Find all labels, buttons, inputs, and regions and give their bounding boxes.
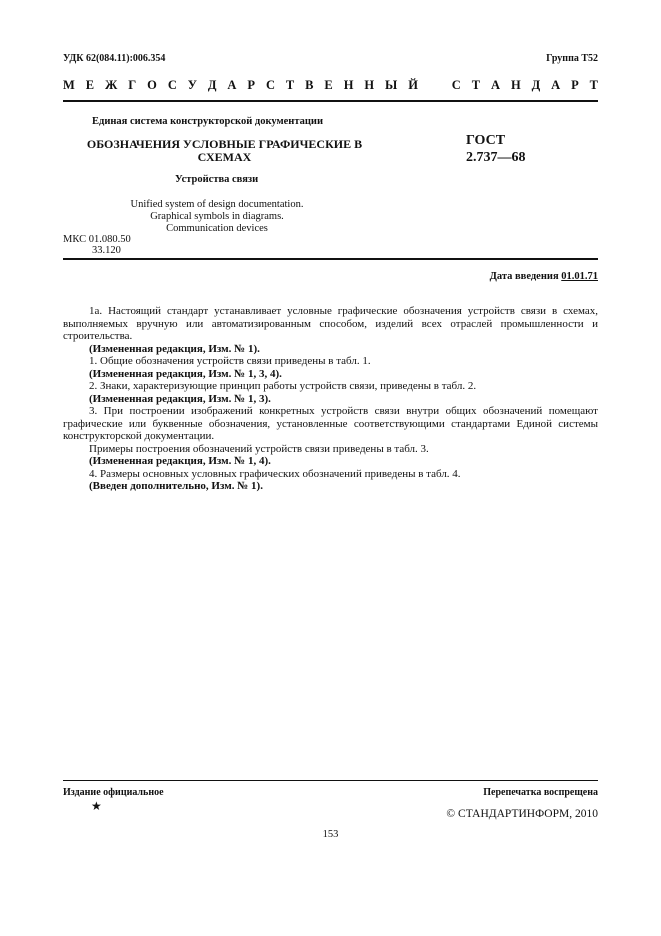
banner-letter: Т <box>589 78 598 92</box>
document-subtitle: Устройства связи <box>175 174 259 185</box>
body-paragraph: 3. При построении изображений конкретных устройств связи внутри общих обозначений помещают графические или буквенные обозначения, установленные соответствующими стандартами Единой системы конструкторской документации. <box>63 405 598 442</box>
english-line-2: Graphical symbols in diagrams. <box>150 211 284 222</box>
body-paragraph: 2. Знаки, характеризующие принцип работы устройств связи, приведены в табл. 2. <box>89 380 477 392</box>
banner-letter: Е <box>85 78 95 92</box>
edition-note: (Измененная редакция, Изм. № 1). <box>89 342 260 355</box>
banner-letter: С <box>167 78 177 92</box>
banner-letter: Д <box>531 78 541 92</box>
system-name: Единая система конструкторской документации <box>92 116 323 127</box>
mks-codes <box>63 234 131 256</box>
gost-designation <box>466 132 526 166</box>
banner-letter: Ы <box>385 78 398 92</box>
banner-letter: В <box>305 78 314 92</box>
banner-letter: Н <box>364 78 375 92</box>
gost-label: ГОСТ <box>466 133 506 148</box>
banner-letter: Н <box>510 78 521 92</box>
english-line-3: Communication devices <box>166 223 268 234</box>
page-number: 153 <box>322 829 339 840</box>
footer-rule <box>63 780 598 781</box>
udk-code: УДК 62(084.11):006.354 <box>63 53 166 64</box>
english-line-1: Unified system of design documentation. <box>130 199 304 210</box>
banner-letter: Й <box>408 78 418 92</box>
banner-letter: Е <box>324 78 333 92</box>
edition-note: (Измененная редакция, Изм. № 1, 3). <box>89 392 271 405</box>
body-paragraph: 1а. Настоящий стандарт устанавливает условные графические обозначения устройств связи в схемах, выполняемых вручную или автоматизированным способом, изделий всех отраслей промышленности и строительства. <box>63 305 598 342</box>
banner-letter: Т <box>285 78 295 92</box>
date-label: Дата введения <box>489 271 559 282</box>
star-icon: ★ <box>91 799 102 813</box>
banner-letter: Г <box>128 78 137 92</box>
copyright: © СТАНДАРТИНФОРМ, 2010 <box>446 808 598 820</box>
banner-letter: У <box>187 78 197 92</box>
banner-letter: А <box>227 78 237 92</box>
date-value: 01.01.71 <box>561 271 598 282</box>
body-paragraph: 1. Общие обозначения устройств связи приведены в табл. 1. <box>89 355 371 367</box>
group-code: Группа Т52 <box>546 53 598 64</box>
banner-letter: С <box>265 78 275 92</box>
introduction-date <box>490 271 598 282</box>
document-title <box>72 138 377 164</box>
title-rule <box>63 258 598 260</box>
gost-number: 2.737—68 <box>466 150 526 165</box>
banner-letter: Т <box>471 78 481 92</box>
mks-line-1: МКС 01.080.50 <box>63 234 131 245</box>
banner-letter: М <box>63 78 75 92</box>
reprint-notice: Перепечатка воспрещена <box>483 787 598 798</box>
banner-letter: Р <box>571 78 579 92</box>
title-line-2: СХЕМАХ <box>197 150 252 164</box>
banner-letter: А <box>491 78 501 92</box>
banner-letter: Д <box>207 78 217 92</box>
banner-letter: Ж <box>105 78 118 92</box>
top-rule <box>63 100 598 102</box>
edition-note: (Введен дополнительно, Изм. № 1). <box>89 480 263 492</box>
banner-letter: О <box>147 78 157 92</box>
banner-letter: А <box>551 78 561 92</box>
official-edition: Издание официальное <box>63 787 164 798</box>
title-line-1: ОБОЗНАЧЕНИЯ УСЛОВНЫЕ ГРАФИЧЕСКИЕ В <box>86 137 363 151</box>
standard-banner <box>63 78 598 93</box>
banner-letter: Н <box>343 78 354 92</box>
edition-note: (Измененная редакция, Изм. № 1, 4). <box>89 455 271 467</box>
body-paragraph: Примеры построения обозначений устройств связи приведены в табл. 3. <box>89 442 429 455</box>
mks-line-2: 33.120 <box>92 245 121 256</box>
banner-letter: С <box>451 78 461 92</box>
english-title <box>92 199 342 235</box>
banner-letter: Р <box>247 78 256 92</box>
body-paragraph: 4. Размеры основных условных графических обозначений приведены в табл. 4. <box>89 467 461 480</box>
document-body <box>63 305 598 493</box>
edition-note: (Измененная редакция, Изм. № 1, 3, 4). <box>89 367 282 380</box>
